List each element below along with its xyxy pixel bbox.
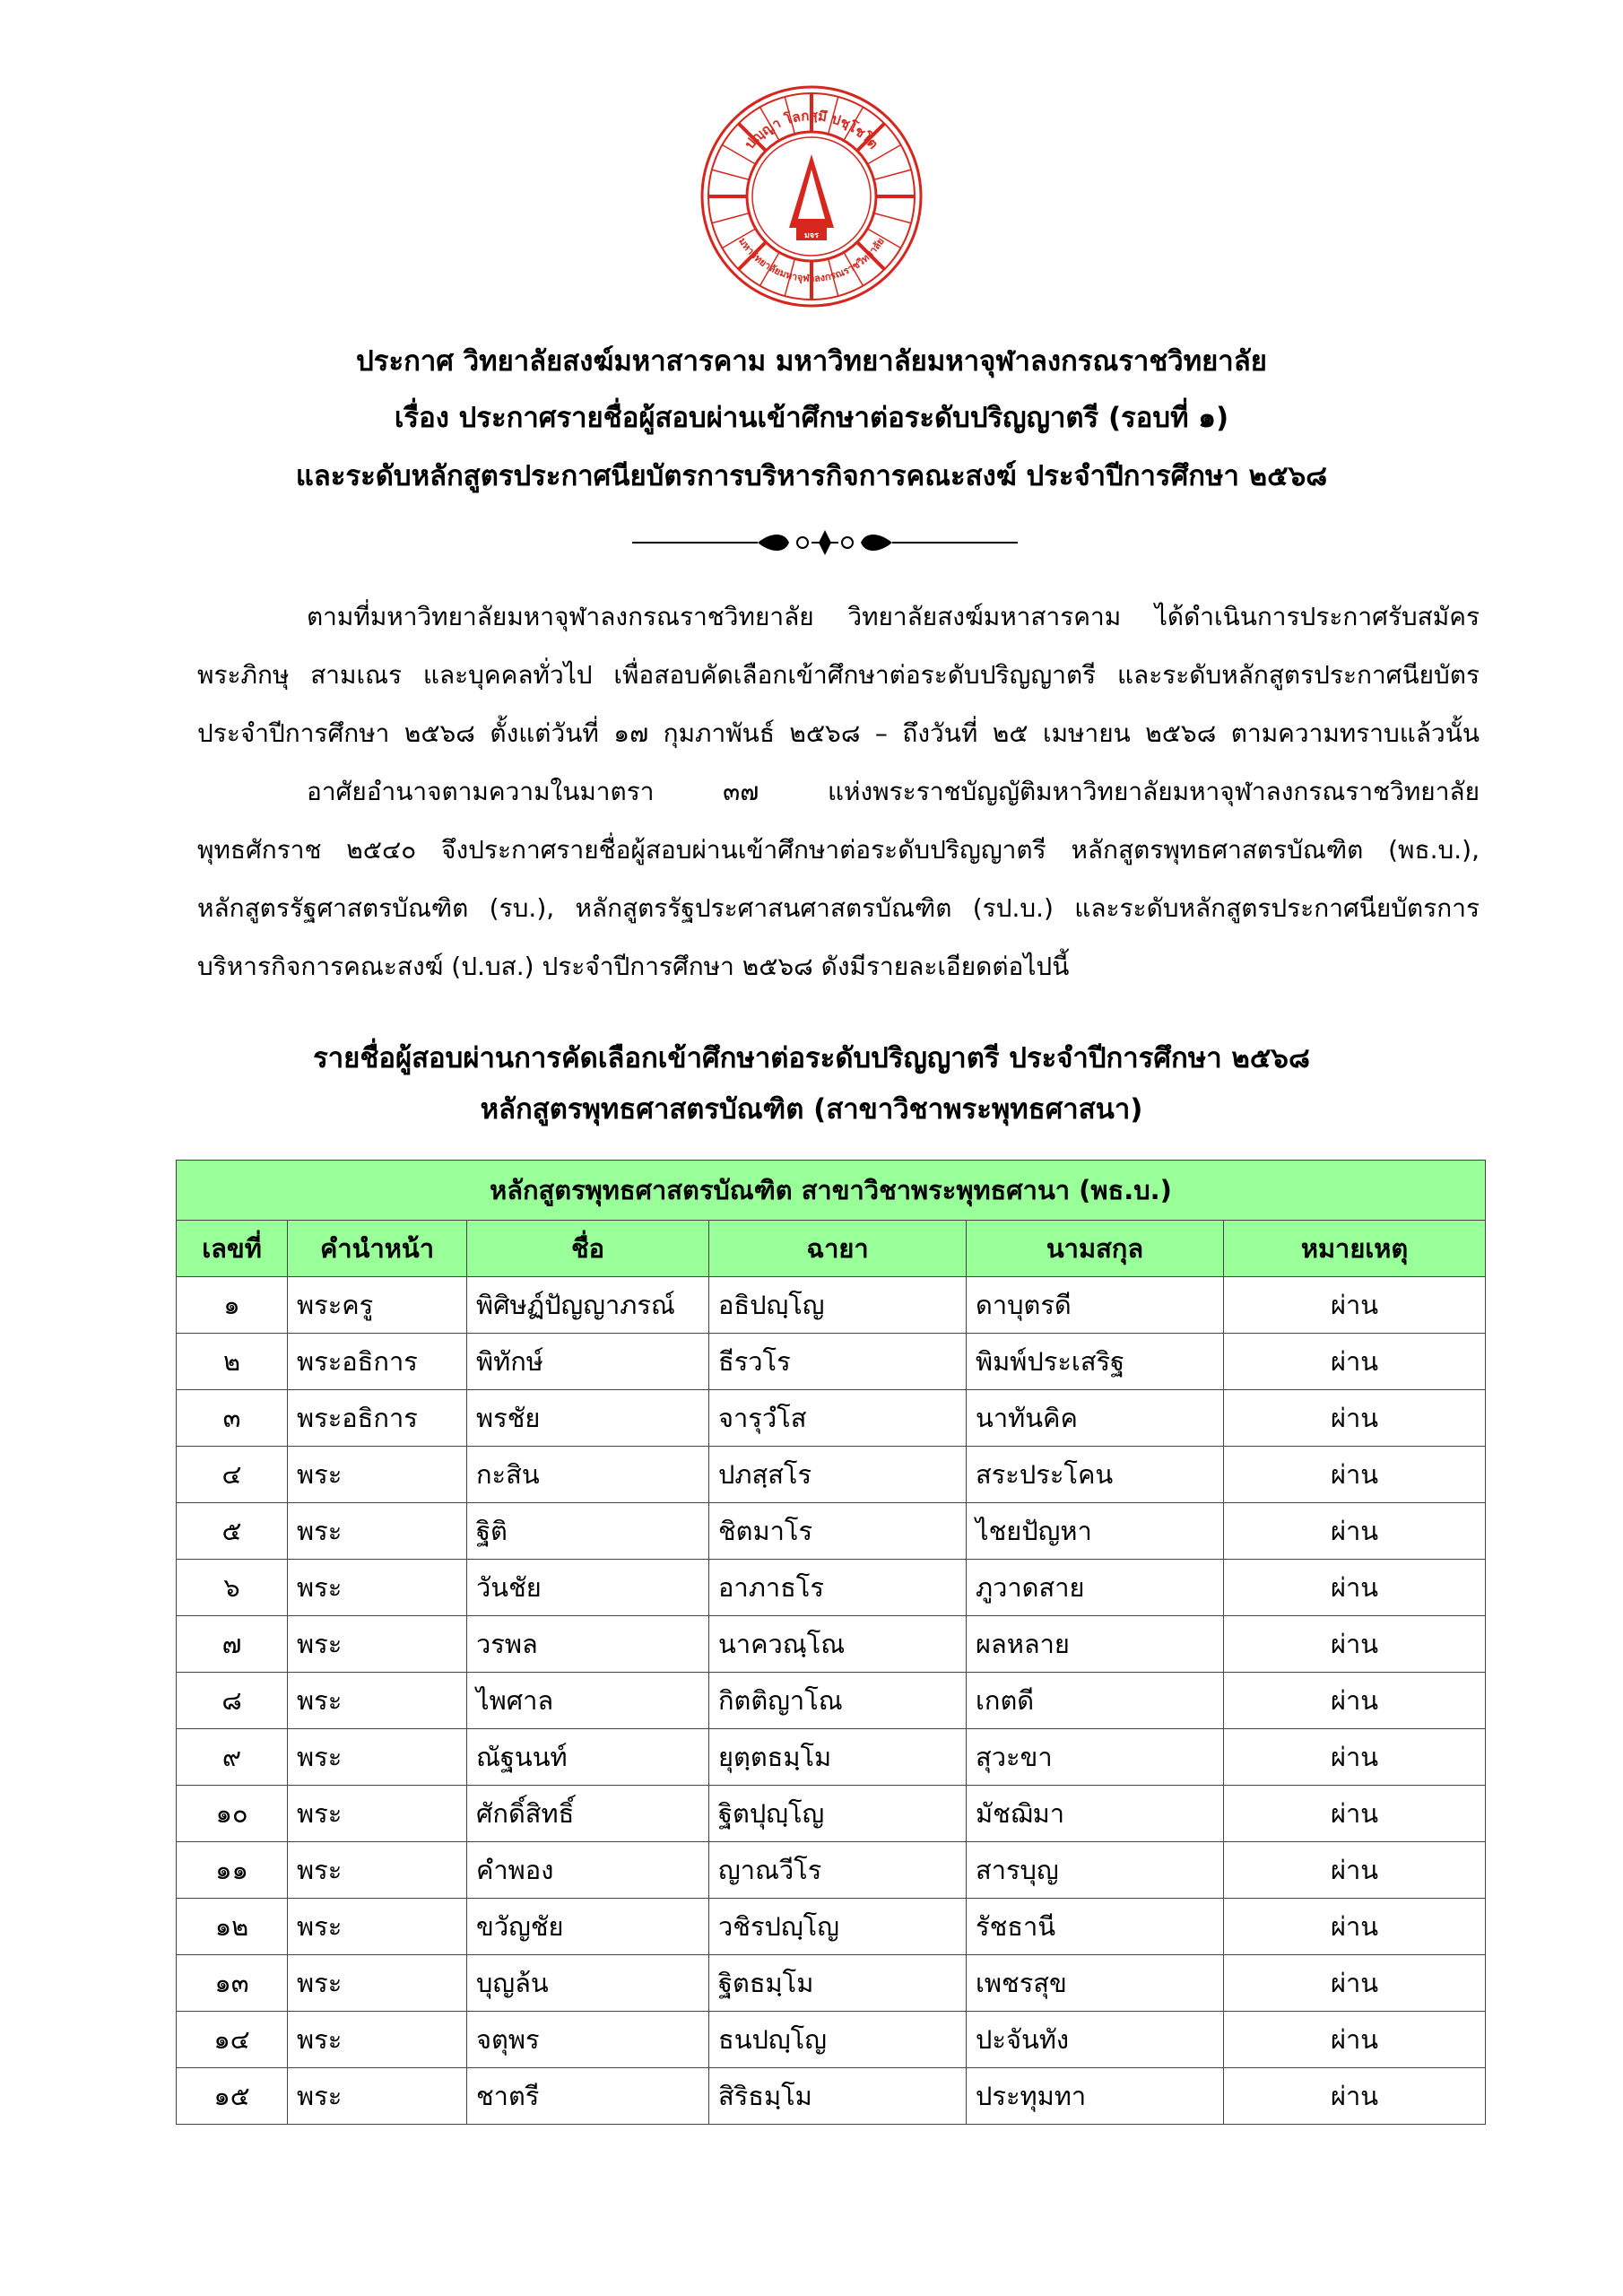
row-surname: ผลหลาย [967,1616,1224,1673]
row-prefix: พระ [288,1955,467,2012]
row-first-name: วันชัย [467,1560,709,1616]
row-number: ๑๐ [177,1786,288,1842]
authority-line: อาศัยอำนาจตามความในมาตรา ๓๗ แห่งพระราชบัญญัติมหาวิทยาลัยมหาจุฬาลงกรณราชวิทยาลัย [307,777,1480,806]
table-row [177,1729,1486,1786]
row-remark: ผ่าน [1224,2012,1486,2068]
column-header-surname: นามสกุล [967,1221,1224,1277]
authority-line: หลักสูตรรัฐศาสตรบัณฑิต (รบ.), หลักสูตรรัฐประศาสนศาสตรบัณฑิต (รป.บ.) และระดับหลักสูตรประกาศนียบัตรการ [197,893,1480,923]
row-remark: ผ่าน [1224,1955,1486,2012]
ornament-divider [632,525,1018,561]
row-number: ๑ [177,1277,288,1334]
row-first-name: บุญล้น [467,1955,709,2012]
row-remark: ผ่าน [1224,1842,1486,1899]
row-first-name: ฐิติ [467,1503,709,1560]
row-surname: นาทันคิค [967,1390,1224,1447]
row-prefix: พระ [288,1447,467,1503]
row-first-name: พิศิษฏ์ปัญญาภรณ์ [467,1277,709,1334]
row-remark: ผ่าน [1224,1786,1486,1842]
row-surname: ภูวาดสาย [967,1560,1224,1616]
intro-line: พระภิกษุ สามเณร และบุคคลทั่วไป เพื่อสอบคัดเลือกเข้าศึกษาต่อระดับปริญญาตรี และระดับหลักสูตรประกาศนียบัตร [197,660,1480,690]
row-surname: ปะจันทัง [967,2012,1224,2068]
row-prefix: พระ [288,1560,467,1616]
row-monastic-name: ชิตมาโร [709,1503,967,1560]
intro-line: ประจำปีการศึกษา ๒๕๖๘ ตั้งแต่วันที่ ๑๗ กุมภาพันธ์ ๒๕๖๘ – ถึงวันที่ ๒๕ เมษายน ๒๕๖๘ ตามความทราบแล้วนั้น [197,718,1480,748]
row-number: ๖ [177,1560,288,1616]
row-number: ๑๓ [177,1955,288,2012]
row-monastic-name: ธนปญฺโญ [709,2012,967,2068]
table-row [177,1503,1486,1560]
row-monastic-name: ฐิตปุญฺโญ [709,1786,967,1842]
table-row [177,1673,1486,1729]
announcement-title-line-3: และระดับหลักสูตรประกาศนียบัตรการบริหารกิจการคณะสงฆ์ ประจำปีการศึกษา ๒๕๖๘ [295,460,1328,492]
row-prefix: พระ [288,1673,467,1729]
row-number: ๗ [177,1616,288,1673]
column-header-monastic-name: ฉายา [709,1221,967,1277]
row-number: ๘ [177,1673,288,1729]
table-row [177,1899,1486,1955]
column-header-prefix: คำนำหน้า [288,1221,467,1277]
row-prefix: พระ [288,1899,467,1955]
row-prefix: พระอธิการ [288,1334,467,1390]
svg-text:มจร: มจร [803,231,820,240]
row-surname: ไชยปัญหา [967,1503,1224,1560]
table-row [177,1786,1486,1842]
row-remark: ผ่าน [1224,1616,1486,1673]
column-header-first-name: ชื่อ [467,1221,709,1277]
row-prefix: พระ [288,1842,467,1899]
row-first-name: จตุพร [467,2012,709,2068]
row-prefix: พระ [288,1616,467,1673]
row-first-name: ไพศาล [467,1673,709,1729]
row-monastic-name: สิริธมฺโม [709,2068,967,2125]
row-first-name: กะสิน [467,1447,709,1503]
row-remark: ผ่าน [1224,1729,1486,1786]
row-prefix: พระอธิการ [288,1390,467,1447]
row-surname: สุวะขา [967,1729,1224,1786]
table-row [177,2068,1486,2125]
row-surname: พิมพ์ประเสริฐ [967,1334,1224,1390]
row-first-name: ศักดิ์สิทธิ์ [467,1786,709,1842]
intro-paragraph [197,587,1480,762]
row-surname: ประทุมทา [967,2068,1224,2125]
row-remark: ผ่าน [1224,1673,1486,1729]
row-surname: เกตดี [967,1673,1224,1729]
row-monastic-name: ญาณวีโร [709,1842,967,1899]
row-first-name: วรพล [467,1616,709,1673]
row-monastic-name: ปภสฺสโร [709,1447,967,1503]
table-row [177,1616,1486,1673]
row-number: ๙ [177,1729,288,1786]
row-number: ๑๑ [177,1842,288,1899]
authority-line: บริหารกิจการคณะสงฆ์ (ป.บส.) ประจำปีการศึกษา ๒๕๖๘ ดังมีรายละเอียดต่อไปนี้ [197,952,1070,981]
table-row [177,1842,1486,1899]
svg-text:มหาวิทยาลัยมหาจุฬาลงกรณราชวิทย: มหาวิทยาลัยมหาจุฬาลงกรณราชวิทยาลัย [736,235,887,285]
row-number: ๑๕ [177,2068,288,2125]
passed-candidates-table [176,1160,1486,2125]
row-prefix: พระ [288,2068,467,2125]
row-number: ๑๔ [177,2012,288,2068]
row-prefix: พระ [288,1729,467,1786]
authority-paragraph [197,762,1480,996]
row-first-name: คำพอง [467,1842,709,1899]
row-surname: เพชรสุข [967,1955,1224,2012]
table-caption: หลักสูตรพุทธศาสตรบัณฑิต สาขาวิชาพระพุทธศานา (พธ.บ.) [177,1161,1486,1221]
row-number: ๑๒ [177,1899,288,1955]
table-row [177,1390,1486,1447]
row-first-name: ชาตรี [467,2068,709,2125]
row-remark: ผ่าน [1224,1899,1486,1955]
row-remark: ผ่าน [1224,1277,1486,1334]
table-row [177,2012,1486,2068]
row-number: ๒ [177,1334,288,1390]
intro-line: ตามที่มหาวิทยาลัยมหาจุฬาลงกรณราชวิทยาลัย วิทยาลัยสงฆ์มหาสารคาม ได้ดำเนินการประกาศรับสมัคร [307,602,1480,631]
svg-text:ปญฺญา โลกสฺมึ ปชฺโชโต: ปญฺญา โลกสฺมึ ปชฺโชโต [741,107,882,152]
row-number: ๓ [177,1390,288,1447]
authority-line: พุทธศักราช ๒๕๔๐ จึงประกาศรายชื่อผู้สอบผ่านเข้าศึกษาต่อระดับปริญญาตรี หลักสูตรพุทธศาสตรบัณฑิต (พธ.บ.), [197,835,1480,865]
row-monastic-name: วชิรปญฺโญ [709,1899,967,1955]
column-header-remark: หมายเหตุ [1224,1221,1486,1277]
row-remark: ผ่าน [1224,1390,1486,1447]
row-first-name: พรชัย [467,1390,709,1447]
row-prefix: พระ [288,2012,467,2068]
list-title-line-2: หลักสูตรพุทธศาสตรบัณฑิต (สาขาวิชาพระพุทธศาสนา) [480,1093,1143,1126]
row-remark: ผ่าน [1224,1447,1486,1503]
row-prefix: พระ [288,1503,467,1560]
row-monastic-name: ฐิตธมฺโม [709,1955,967,2012]
row-remark: ผ่าน [1224,1503,1486,1560]
row-prefix: พระ [288,1786,467,1842]
row-remark: ผ่าน [1224,1560,1486,1616]
column-header-number: เลขที่ [177,1221,288,1277]
row-surname: ดาบุตรดี [967,1277,1224,1334]
table-row [177,1334,1486,1390]
row-number: ๔ [177,1447,288,1503]
row-remark: ผ่าน [1224,1334,1486,1390]
row-surname: รัชธานี [967,1899,1224,1955]
row-monastic-name: อาภาธโร [709,1560,967,1616]
table-row [177,1447,1486,1503]
announcement-title-line-1: ประกาศ วิทยาลัยสงฆ์มหาสารคาม มหาวิทยาลัยมหาจุฬาลงกรณราชวิทยาลัย [356,345,1267,378]
row-number: ๕ [177,1503,288,1560]
row-monastic-name: อธิปญฺโญ [709,1277,967,1334]
row-monastic-name: นาควณฺโณ [709,1616,967,1673]
table-row [177,1277,1486,1334]
row-surname: สารบุญ [967,1842,1224,1899]
list-title-line-1: รายชื่อผู้สอบผ่านการคัดเลือกเข้าศึกษาต่อระดับปริญญาตรี ประจำปีการศึกษา ๒๕๖๘ [313,1042,1310,1074]
row-first-name: ณัฐนนท์ [467,1729,709,1786]
row-monastic-name: ยุตฺตธมฺโม [709,1729,967,1786]
row-remark: ผ่าน [1224,2068,1486,2125]
announcement-title-line-2: เรื่อง ประกาศรายชื่อผู้สอบผ่านเข้าศึกษาต่อระดับปริญญาตรี (รอบที่ ๑) [394,402,1229,434]
row-monastic-name: จารุวํโส [709,1390,967,1447]
row-first-name: พิทักษ์ [467,1334,709,1390]
university-seal-logo [699,84,924,309]
row-monastic-name: ธีรวโร [709,1334,967,1390]
row-first-name: ขวัญชัย [467,1899,709,1955]
table-row [177,1955,1486,2012]
row-surname: มัชฌิมา [967,1786,1224,1842]
row-monastic-name: กิตติญาโณ [709,1673,967,1729]
row-prefix: พระครู [288,1277,467,1334]
table-row [177,1560,1486,1616]
row-surname: สระประโคน [967,1447,1224,1503]
